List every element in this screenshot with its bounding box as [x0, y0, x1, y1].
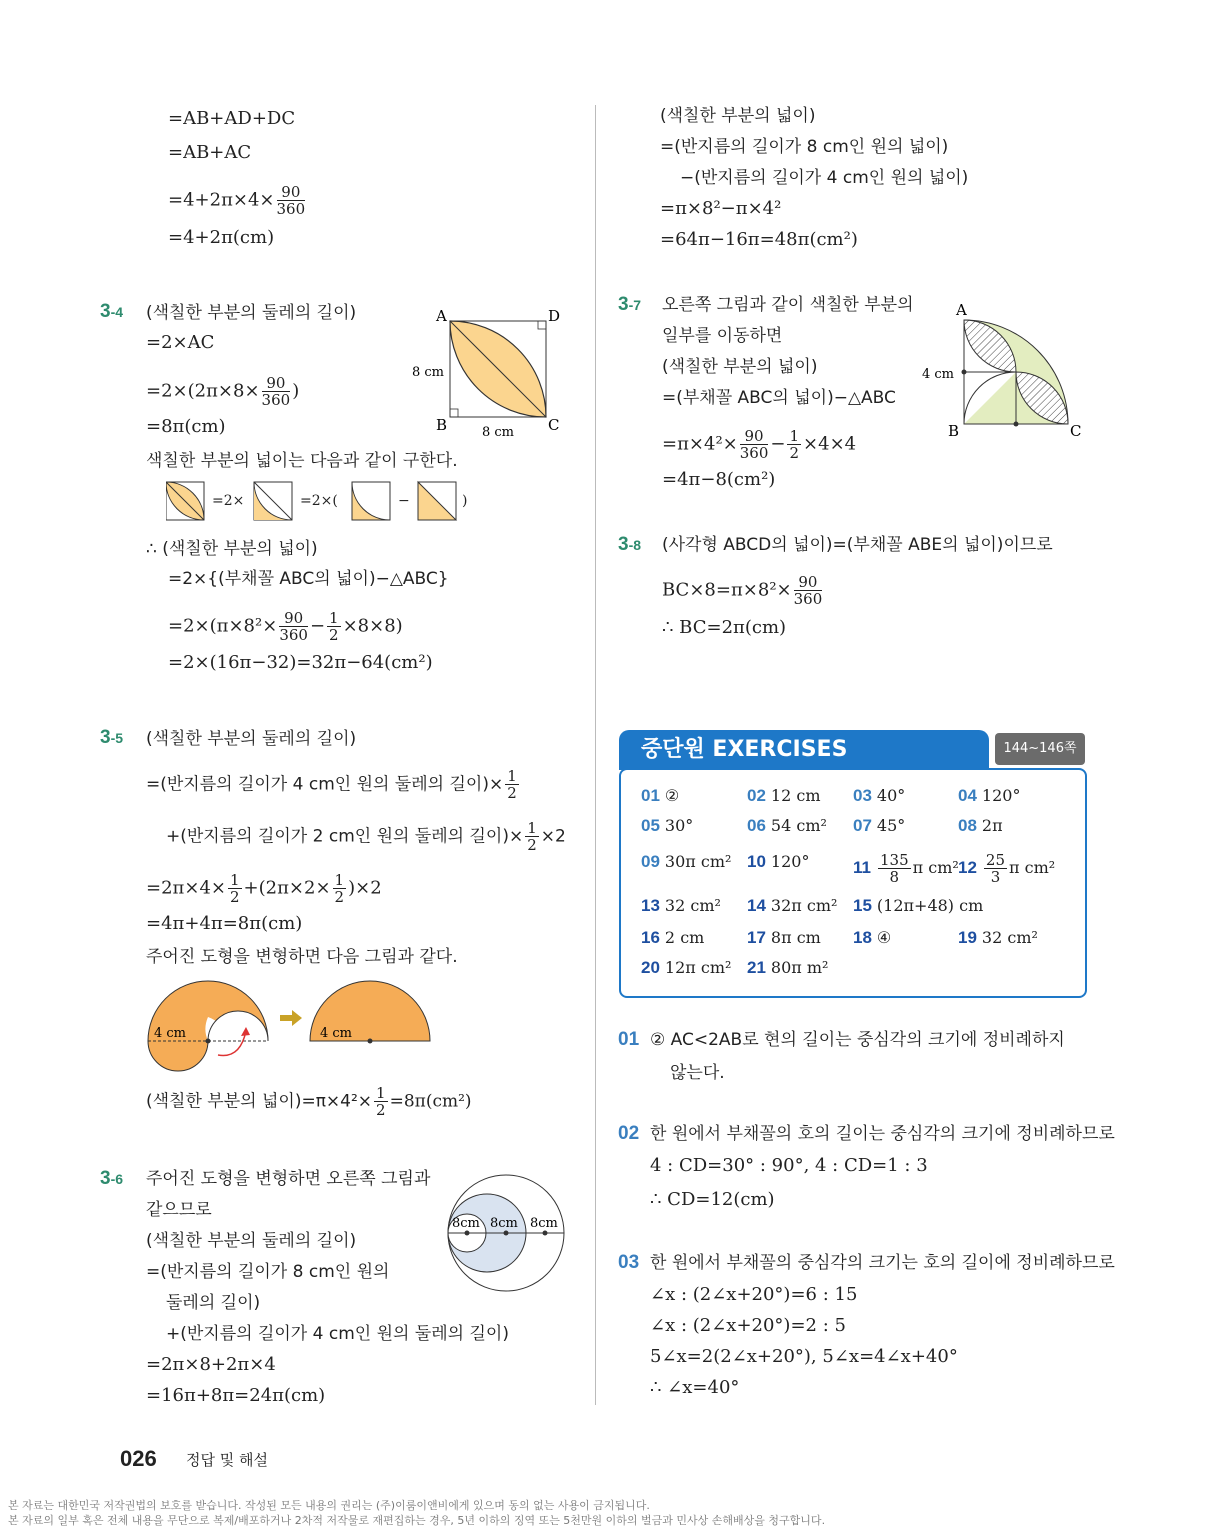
exercise-value: 40° — [876, 786, 906, 805]
fig-label-A: A — [956, 301, 967, 319]
line: 5∠x=2(2∠x+20°), 5∠x=4∠x+40° — [650, 1346, 958, 1367]
line: (색칠한 부분의 둘레의 길이) — [146, 303, 357, 323]
fig-label-radius: 4 cm — [154, 1026, 187, 1041]
num-main: 3 — [618, 294, 629, 315]
line: ∴ BC=2π(cm) — [662, 617, 787, 638]
denominator: 2 — [376, 1101, 386, 1119]
exercise-answer — [641, 928, 704, 948]
exercise-answer — [641, 816, 693, 836]
line: =2×AC — [146, 332, 215, 353]
line: 한 원에서 부채꼴의 호의 길이는 중심각의 크기에 정비례하므로 — [650, 1124, 1115, 1144]
line-text: +(반지름의 길이가 2 cm인 원의 둘레의 길이)× — [166, 826, 524, 847]
denominator: 360 — [793, 590, 823, 608]
exercise-value: (12π+48) cm — [876, 896, 984, 915]
exercise-value: 32 cm² — [664, 896, 721, 915]
line: =2×(16π−32)=32π−64(cm²) — [168, 652, 433, 673]
square-leaf-figure — [410, 306, 570, 440]
exercise-number: 05 — [641, 816, 660, 835]
line: =(반지름의 길이가 8 cm인 원의 — [146, 1262, 390, 1282]
line-text: =2×(π×8²× — [168, 615, 278, 637]
line: (색칠한 부분의 넓이) — [662, 357, 818, 377]
solution-number: 02 — [618, 1123, 640, 1144]
line: (색칠한 부분의 둘레의 길이) — [146, 1231, 357, 1251]
line: =16π+8π=24π(cm) — [146, 1385, 326, 1406]
line: ∠x : (2∠x+20°)=6 : 15 — [650, 1284, 858, 1305]
fig-label-D: D — [548, 307, 561, 325]
num-sub: -4 — [110, 304, 124, 320]
exercises-pages: 144~146쪽 — [995, 733, 1085, 765]
exercise-value: 54 cm² — [770, 816, 827, 835]
exercise-number: 06 — [747, 816, 766, 835]
line: =(반지름의 길이가 8 cm인 원의 넓이) — [660, 137, 949, 157]
exercise-value: 45° — [876, 816, 906, 835]
exercise-number: 09 — [641, 852, 660, 871]
denominator: 2 — [229, 888, 240, 906]
line: =AB+AD+DC — [168, 108, 296, 129]
line: =64π−16π=48π(cm²) — [660, 229, 858, 250]
fraction — [878, 852, 911, 885]
page-number: 026 — [120, 1446, 157, 1471]
fig-label-8cm: 8cm — [452, 1216, 480, 1231]
exercise-answer — [747, 816, 827, 836]
line: 않는다. — [670, 1063, 725, 1083]
exercise-value: 80π m² — [770, 958, 829, 977]
denominator: 2 — [507, 784, 517, 802]
fig-label-8cm: 8cm — [530, 1216, 558, 1231]
numerator: 1 — [376, 1084, 386, 1102]
op: ) — [462, 493, 468, 509]
exercise-answer — [641, 958, 731, 978]
exercise-number: 11 — [853, 858, 871, 877]
exercise-number: 20 — [641, 958, 660, 977]
line: 둘레의 길이) — [166, 1293, 261, 1313]
fig-label-bottom: 8 cm — [482, 425, 515, 440]
numerator: 1 — [329, 609, 339, 627]
numerator: 90 — [277, 184, 306, 201]
line: 색칠한 부분의 넓이는 다음과 같이 구한다. — [146, 451, 458, 471]
exercise-answer — [958, 816, 1003, 836]
problem-number — [618, 534, 641, 556]
fig-label-B: B — [436, 416, 448, 434]
solution-number: 03 — [618, 1252, 640, 1273]
numerator: 90 — [262, 375, 291, 392]
quarter-circle-figure — [920, 298, 1090, 442]
line: =2π×8+2π×4 — [146, 1354, 276, 1375]
exercise-value: 12 cm — [770, 786, 821, 805]
denominator: 2 — [527, 836, 537, 854]
fig-label-8cm: 8cm — [490, 1216, 518, 1231]
line — [146, 1085, 472, 1118]
exercise-number: 16 — [641, 928, 660, 947]
line: 4 : CD=30° : 90°, 4 : CD=1 : 3 — [650, 1155, 928, 1176]
line — [168, 184, 307, 217]
exercise-value: 30° — [664, 816, 694, 835]
line: =π×4²× $\frac{90}{360}$ − $\frac{1}{2}$ ×4×4 — [662, 427, 857, 462]
exercise-number: 04 — [958, 786, 977, 805]
line: (사각형 ABCD의 넓이)=(부채꼴 ABE의 넓이)이므로 — [662, 535, 1053, 555]
line: =2×(2π×8× $\frac{90}{360}$ ) — [146, 374, 300, 409]
line: =4π−8(cm²) — [662, 469, 776, 490]
fig-label-radius: 4 cm — [320, 1026, 353, 1041]
numerator: 90 — [279, 610, 308, 627]
exercise-answer — [747, 928, 821, 948]
column-divider — [595, 105, 596, 1405]
concentric-circles-figure — [440, 1170, 570, 1295]
line-text: =2π×4× — [146, 877, 226, 899]
exercise-number: 02 — [747, 786, 766, 805]
denominator: 360 — [276, 200, 306, 218]
line: =2×(π×8²× $\frac{90}{360}$ − $\frac{1}{2}$ ×8×8) — [168, 609, 403, 644]
exercise-value: ② — [664, 786, 680, 805]
exercise-number: 19 — [958, 928, 977, 947]
exercise-number: 18 — [853, 928, 872, 947]
num-main: 3 — [100, 301, 111, 322]
op: − — [398, 493, 410, 509]
exercise-answer — [641, 786, 679, 806]
line: (색칠한 부분의 둘레의 길이) — [146, 729, 357, 749]
line: −(반지름의 길이가 4 cm인 원의 넓이) — [680, 168, 969, 188]
numerator: 135 — [879, 851, 909, 869]
line: 오른쪽 그림과 같이 색칠한 부분의 — [662, 295, 914, 315]
exercise-answer — [958, 852, 1055, 885]
num-main: 3 — [618, 534, 629, 555]
denominator: 360 — [739, 444, 769, 462]
exercise-value: 2π — [981, 816, 1003, 835]
fig-label-A: A — [436, 307, 447, 325]
denominator: 2 — [789, 444, 800, 462]
denominator: 2 — [334, 888, 345, 906]
exercise-value: π cm² — [1009, 858, 1056, 877]
problem-number — [618, 294, 641, 316]
line: =2π×4× $\frac{1}{2}$ +(2π×2× $\frac{1}{2}$ )×2 — [146, 871, 382, 906]
line: =π×8²−π×4² — [660, 198, 782, 219]
line: =2×{(부채꼴 ABC의 넓이)−△ABC} — [168, 569, 449, 589]
exercise-answer — [747, 958, 828, 978]
numerator: 1 — [527, 819, 537, 837]
numerator: 90 — [794, 574, 823, 591]
semicircle-transform-figure — [140, 975, 480, 1075]
line: 한 원에서 부채꼴의 중심각의 크기는 호의 길이에 정비례하므로 — [650, 1253, 1115, 1273]
exercise-value: 12π cm² — [664, 958, 732, 977]
line-text: BC×8=π×8²× — [662, 579, 792, 601]
line-text: (색칠한 부분의 넓이)=π×4²× — [146, 1091, 373, 1112]
line: 같으므로 — [146, 1200, 212, 1220]
exercise-number: 07 — [853, 816, 872, 835]
line: =4π+4π=8π(cm) — [146, 913, 303, 934]
line: ∴ ∠x=40° — [650, 1377, 740, 1398]
line: (색칠한 부분의 넓이) — [660, 106, 816, 126]
exercise-number: 17 — [747, 928, 766, 947]
exercise-number: 21 — [747, 958, 766, 977]
line: ∴ (색칠한 부분의 넓이) — [146, 539, 318, 559]
fraction — [984, 852, 1007, 885]
denominator: 3 — [990, 868, 1001, 886]
copyright-line: 본 자료의 일부 혹은 전체 내용을 무단으로 복제/배포하거나 2차적 저작물로 재편집하는 경우, 5년 이하의 징역 또는 5천만원 이하의 벌금과 민사상 손해배상을 청구합니다. — [8, 1514, 826, 1527]
numerator: 1 — [229, 871, 240, 889]
exercise-answer — [853, 852, 959, 885]
exercise-number: 12 — [958, 858, 977, 877]
exercise-answer — [853, 816, 905, 836]
fig-label-C: C — [548, 416, 560, 434]
line: +(반지름의 길이가 2 cm인 원의 둘레의 길이)× $\frac{1}{2}$ ×2 — [166, 819, 566, 854]
exercise-answer — [747, 852, 809, 872]
copyright-line: 본 자료는 대한민국 저작권법의 보호를 받습니다. 작성된 모든 내용의 권리는 (주)이룸이앤비에게 있으며 동의 없는 사용이 금지됩니다. — [8, 1499, 650, 1512]
exercise-value: 120° — [981, 786, 1021, 805]
line: ② AC<2AB로 현의 길이는 중심각의 크기에 정비례하지 — [650, 1030, 1065, 1050]
num-sub: -6 — [110, 1171, 124, 1187]
denominator: 8 — [889, 868, 900, 886]
denominator: 360 — [279, 626, 308, 644]
line: =AB+AC — [168, 142, 252, 163]
exercise-value: 30π cm² — [664, 852, 732, 871]
exercise-value: 32 cm² — [981, 928, 1038, 947]
exercise-number: 03 — [853, 786, 872, 805]
fig-label-C: C — [1070, 422, 1082, 440]
exercise-answer — [853, 896, 983, 916]
num-sub: -7 — [628, 297, 642, 313]
op: =2×( — [300, 493, 338, 509]
exercise-value: 120° — [770, 852, 810, 871]
exercise-answer — [747, 896, 837, 916]
denominator: 2 — [329, 626, 339, 644]
exercise-number: 10 — [747, 852, 766, 871]
fig-label-B: B — [948, 422, 960, 440]
problem-number — [100, 727, 123, 749]
solution-number: 01 — [618, 1029, 640, 1050]
exercise-value: ④ — [876, 928, 892, 947]
line — [146, 768, 521, 801]
section-title: 정답 및 해설 — [186, 1451, 268, 1469]
exercise-answer — [641, 896, 721, 916]
exercise-number: 14 — [747, 896, 766, 915]
exercise-answer — [958, 786, 1020, 806]
line: =4+2π(cm) — [168, 227, 275, 248]
exercise-answer — [853, 928, 891, 948]
exercise-number: 15 — [853, 896, 872, 915]
num-main: 3 — [100, 1168, 111, 1189]
op: =2× — [212, 493, 245, 509]
exercise-value: 32π cm² — [770, 896, 838, 915]
numerator: 1 — [507, 767, 517, 785]
line-text: =8π(cm²) — [389, 1091, 472, 1112]
exercise-answer — [641, 852, 731, 872]
fig-label-side: 8 cm — [412, 365, 445, 380]
exercise-number: 01 — [641, 786, 660, 805]
exercise-answer — [958, 928, 1038, 948]
line-text: =π×4²× — [662, 433, 738, 455]
exercises-title: 중단원 EXERCISES — [619, 730, 989, 770]
exercise-value: π cm² — [912, 858, 959, 877]
exercise-value: 2 cm — [664, 928, 705, 947]
exercise-number: 13 — [641, 896, 660, 915]
fig-label-radius: 4 cm — [922, 367, 955, 382]
fraction — [277, 184, 306, 217]
line-text: =4+2π×4× — [168, 189, 275, 211]
numerator: 25 — [985, 851, 1006, 869]
line-text: =2×(2π×8× — [146, 380, 260, 402]
problem-number — [100, 1168, 123, 1190]
exercise-answer — [853, 786, 905, 806]
line: +(반지름의 길이가 4 cm인 원의 둘레의 길이) — [166, 1324, 509, 1344]
line: 일부를 이동하면 — [662, 326, 783, 346]
line: =8π(cm) — [146, 416, 226, 437]
num-sub: -5 — [110, 730, 124, 746]
problem-number — [100, 301, 123, 323]
line: =(부채꼴 ABC의 넓이)−△ABC — [662, 388, 896, 408]
line: 주어진 도형을 변형하면 다음 그림과 같다. — [146, 947, 458, 967]
num-main: 3 — [100, 727, 111, 748]
denominator: 360 — [261, 391, 291, 409]
exercise-value: 8π cm — [770, 928, 821, 947]
numerator: 1 — [789, 427, 800, 445]
num-sub: -8 — [628, 537, 642, 553]
line-text: =(반지름의 길이가 4 cm인 원의 둘레의 길이)× — [146, 774, 504, 795]
exercise-answer — [747, 786, 821, 806]
line: 주어진 도형을 변형하면 오른쪽 그림과 — [146, 1169, 431, 1189]
line: ∠x : (2∠x+20°)=2 : 5 — [650, 1315, 846, 1336]
area-decomposition — [166, 480, 486, 526]
line — [662, 574, 824, 607]
numerator: 1 — [334, 871, 345, 889]
line: ∴ CD=12(cm) — [650, 1189, 775, 1210]
numerator: 90 — [740, 428, 769, 445]
exercise-number: 08 — [958, 816, 977, 835]
